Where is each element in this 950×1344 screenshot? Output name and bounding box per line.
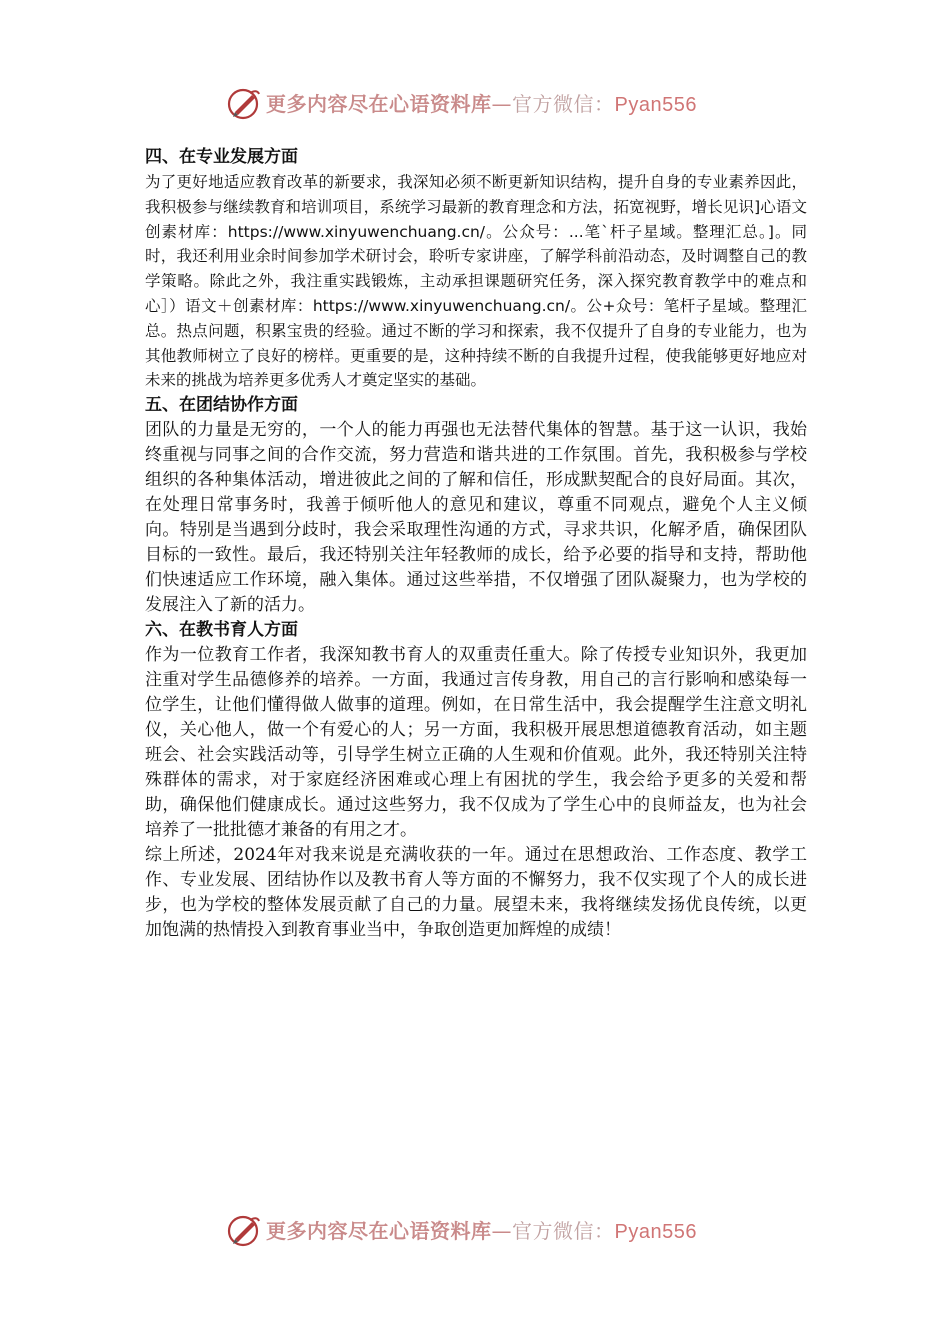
paragraph-teamwork: 团队的力量是无穷的，一个人的能力再强也无法替代集体的智慧。基于这一认识，我始终重视与同事之间的合作交流，努力营造和谐共进的工作氛围。首先，我积极参与学校组织的各种集体活动，增进彼此之间的了解和信任，形成默契配合的良好局面。其次，在处理日常事务时，我善于倾听他人的意见和建议，尊重不同观点，避免个人主义倾向。特别是当遇到分歧时，我会采取理性沟通的方式，寻求共识，化解矛盾，确保团队目标的一致性。最后，我还特别关注年轻教师的成长，给予必要的指导和支持，帮助他们快速适应工作环境，融入集体。通过这些举措，不仅增强了团队凝聚力，也为学校的发展注入了新的活力。 <box>145 420 807 616</box>
watermark-wechat-label: 官方微信： <box>512 92 615 116</box>
pen-logo-icon <box>226 1213 262 1249</box>
section-heading-professional-development: 四、在专业发展方面 <box>145 147 298 167</box>
watermark-wechat-label: 官方微信： <box>512 1219 615 1243</box>
watermark-wechat-id: Pyan556 <box>614 1221 697 1243</box>
watermark-dash: — <box>491 92 512 116</box>
paragraph-education: 作为一位教育工作者，我深知教书育人的双重责任重大。除了传授专业知识外，我更加注重对学生品德修养的培养。一方面，我通过言传身教，用自己的言行影响和感染每一位学生，让他们懂得做人做事的道理。例如，在日常生活中，我会提醒学生注意文明礼仪，关心他人，做一个有爱心的人；另一方面，我积极开展思想道德教育活动，如主题班会、社会实践活动等，引导学生树立正确的人生观和价值观。此外，我还特别关注特殊群体的需求，对于家庭经济困难或心理上有困扰的学生，我会给予更多的关爱和帮助，确保他们健康成长。通过这些努力，我不仅成为了学生心中的良师益友，也为社会培养了一批批德才兼备的有用之才。 <box>145 645 807 841</box>
document-body <box>145 145 807 943</box>
watermark-wechat-id: Pyan556 <box>614 94 697 116</box>
watermark-title: 更多内容尽在心语资料库 <box>266 92 492 116</box>
header-watermark-banner <box>0 84 950 124</box>
watermark-dash: — <box>491 1219 512 1243</box>
section-heading-education: 六、在教书育人方面 <box>145 620 298 641</box>
watermark-title: 更多内容尽在心语资料库 <box>266 1219 492 1243</box>
paragraph-conclusion: 综上所述，2024年对我来说是充满收获的一年。通过在思想政治、工作态度、教学工作、专业发展、团结协作以及教书育人等方面的不懈努力，我不仅实现了个人的成长进步，也为学校的整体发展贡献了自己的力量。展望未来，我将继续发扬优良传统，以更加饱满的热情投入到教育事业当中，争取创造更加辉煌的成绩！ <box>145 845 807 941</box>
footer-watermark-banner <box>0 1211 950 1251</box>
watermark-text <box>266 89 697 120</box>
section-heading-teamwork: 五、在团结协作方面 <box>145 395 298 416</box>
paragraph-professional-development: 为了更好地适应教育改革的新要求，我深知必须不断更新知识结构，提升自身的专业素养因此，我积极参与继续教育和培训项目，系统学习最新的教育理念和方法，拓宽视野，增长见识]心语文创素材库：https://www.xinyuwenchuang.cn/。公众号：...笔`杆子星域。整理汇总。]。同时，我还利用业余时间参加学术研讨会，聆听专家讲座，了解学科前沿动态，及时调整自己的教学策略。除此之外，我注重实践锻炼，主动承担课题研究任务，深入探究教育教学中的难点和心］）语文＋创素材库：https://www.xinyuwenchuang.cn/。公+众号：笔杆子星域。整理汇总。热点问题，积累宝贵的经验。通过不断的学习和探索，我不仅提升了自身的专业能力，也为其他教师树立了良好的榜样。更重要的是，这种持续不断的自我提升过程，使我能够更好地应对未来的挑战为培养更多优秀人才奠定坚实的基础。 <box>145 173 807 390</box>
watermark-text <box>266 1216 697 1247</box>
pen-logo-icon <box>226 86 262 122</box>
